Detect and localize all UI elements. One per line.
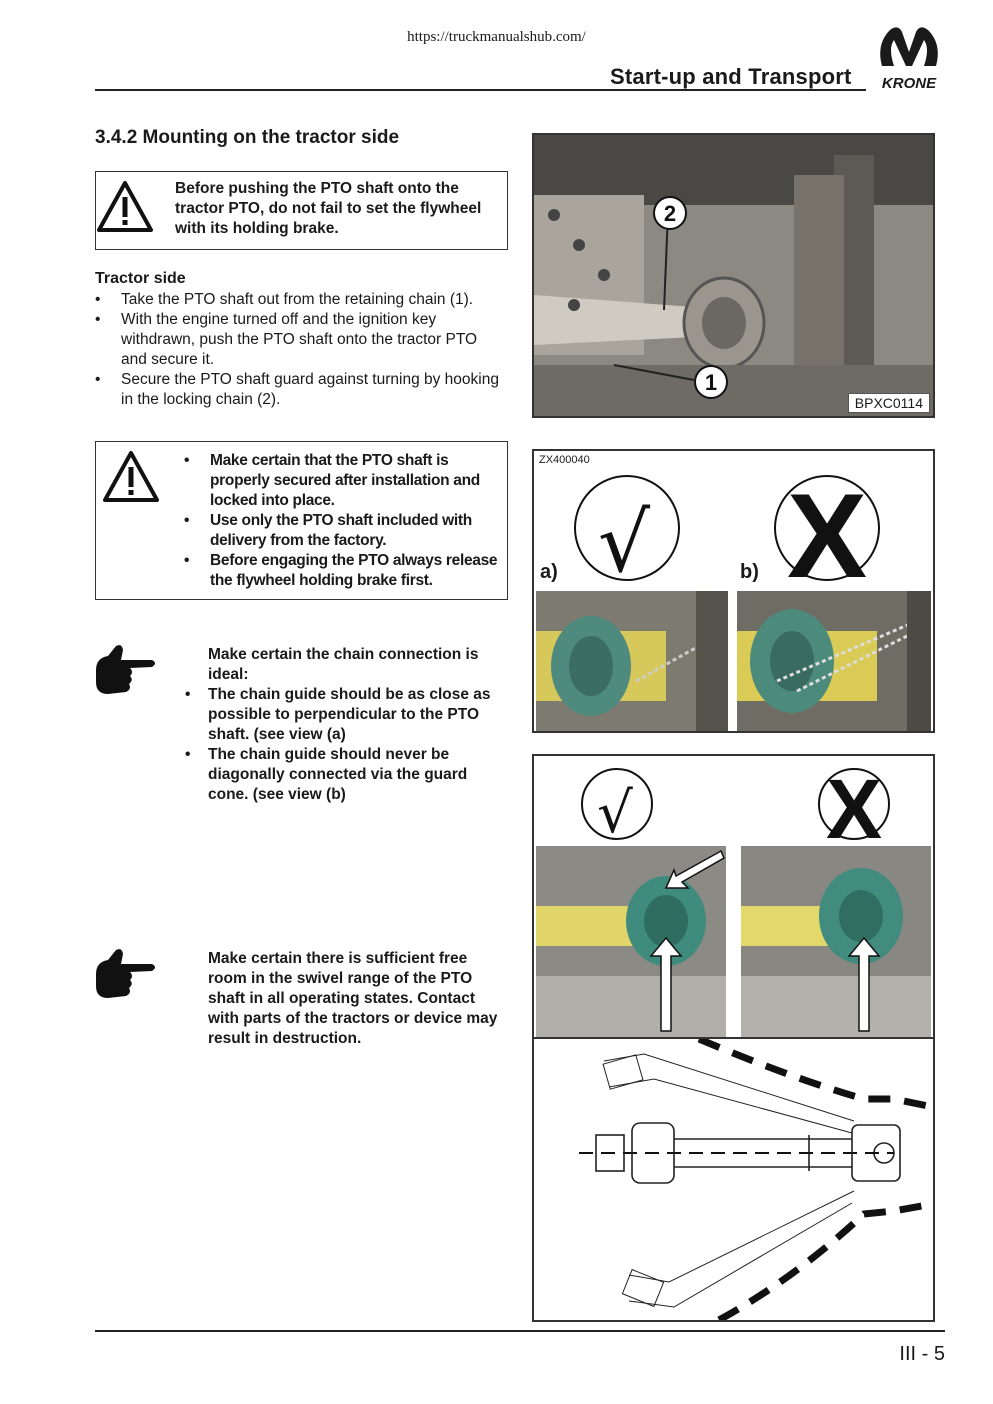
incorrect-cross-icon xyxy=(772,473,882,583)
incorrect-cross-icon xyxy=(816,766,892,842)
svg-text:√: √ xyxy=(597,781,633,842)
tractor-steps-list xyxy=(95,290,505,410)
callout-1: 1 xyxy=(704,370,718,395)
warning-triangle-icon xyxy=(102,450,160,504)
list-item: • The chain guide should be as close as possible to perpendicular to the PTO shaft. (see view (a) xyxy=(185,685,508,745)
figure-tractor-coupling-photo xyxy=(532,133,935,418)
correct-check-icon xyxy=(572,473,682,583)
callout-2: 2 xyxy=(663,201,677,226)
section-heading: 3.4.2 Mounting on the tractor side xyxy=(95,127,400,148)
list-item: • Make certain that the PTO shaft is properly secured after installation and locked into place. xyxy=(184,451,502,511)
list-item: • The chain guide should never be diagonally connected via the guard cone. (see view (b) xyxy=(185,745,508,805)
page-number: III - 5 xyxy=(899,1343,945,1365)
subheading-tractor-side: Tractor side xyxy=(95,270,186,287)
figure-chain-comparison xyxy=(532,449,935,733)
list-item: • Take the PTO shaft out from the retaining chain (1). xyxy=(95,290,505,310)
figure-code-label: ZX400040 xyxy=(539,454,590,466)
warning-box-brake xyxy=(95,171,508,250)
svg-text:X: X xyxy=(786,473,868,583)
note-swivel-range: Make certain there is sufficient free room in the swivel range of the PTO shaft in all operating states. Contact with parts of the tractors or device may result in destruction. xyxy=(208,950,498,1047)
footer-rule xyxy=(95,1330,945,1332)
pointing-hand-icon xyxy=(94,948,158,1006)
view-label-b: b) xyxy=(740,561,759,583)
source-url: https://truckmanualshub.com/ xyxy=(407,29,586,45)
list-item: • Secure the PTO shaft guard against turning by hooking in the locking chain (2). xyxy=(95,370,505,410)
svg-text:√: √ xyxy=(597,496,651,583)
figure-chain-guide-comparison xyxy=(532,754,935,1039)
note-chain-connection xyxy=(208,645,508,805)
note-list xyxy=(208,685,508,805)
figure-swivel-range-drawing xyxy=(532,1037,935,1322)
photo-incorrect-guide xyxy=(741,846,931,1037)
warning-triangle-icon xyxy=(96,180,154,234)
pointing-hand-icon xyxy=(94,644,158,702)
header-rule xyxy=(95,89,866,91)
warning-list-pto xyxy=(184,451,502,591)
warning-box-pto xyxy=(95,441,508,600)
swivel-range-diagram xyxy=(534,1039,933,1320)
photo-correct-guide xyxy=(536,846,726,1037)
section-title: Start-up and Transport xyxy=(610,64,852,89)
brand-text: KRONE xyxy=(881,75,937,92)
correct-check-icon xyxy=(579,766,655,842)
list-item: • Before engaging the PTO always release the flywheel holding brake first. xyxy=(184,551,502,591)
krone-logo xyxy=(872,22,946,94)
view-label-a: a) xyxy=(540,561,558,583)
list-item: • With the engine turned off and the ignition key withdrawn, push the PTO shaft onto the tractor PTO and secure it. xyxy=(95,310,505,370)
list-item: • Use only the PTO shaft included with delivery from the factory. xyxy=(184,511,502,551)
photo-view-b xyxy=(737,591,931,731)
figure-code-label: BPXC0114 xyxy=(848,393,930,413)
svg-text:X: X xyxy=(825,766,883,842)
warning-text-brake: Before pushing the PTO shaft onto the tractor PTO, do not fail to set the flywheel with its holding brake. xyxy=(175,180,482,237)
photo-view-a xyxy=(536,591,728,731)
note-intro: Make certain the chain connection is ideal: xyxy=(208,646,479,683)
